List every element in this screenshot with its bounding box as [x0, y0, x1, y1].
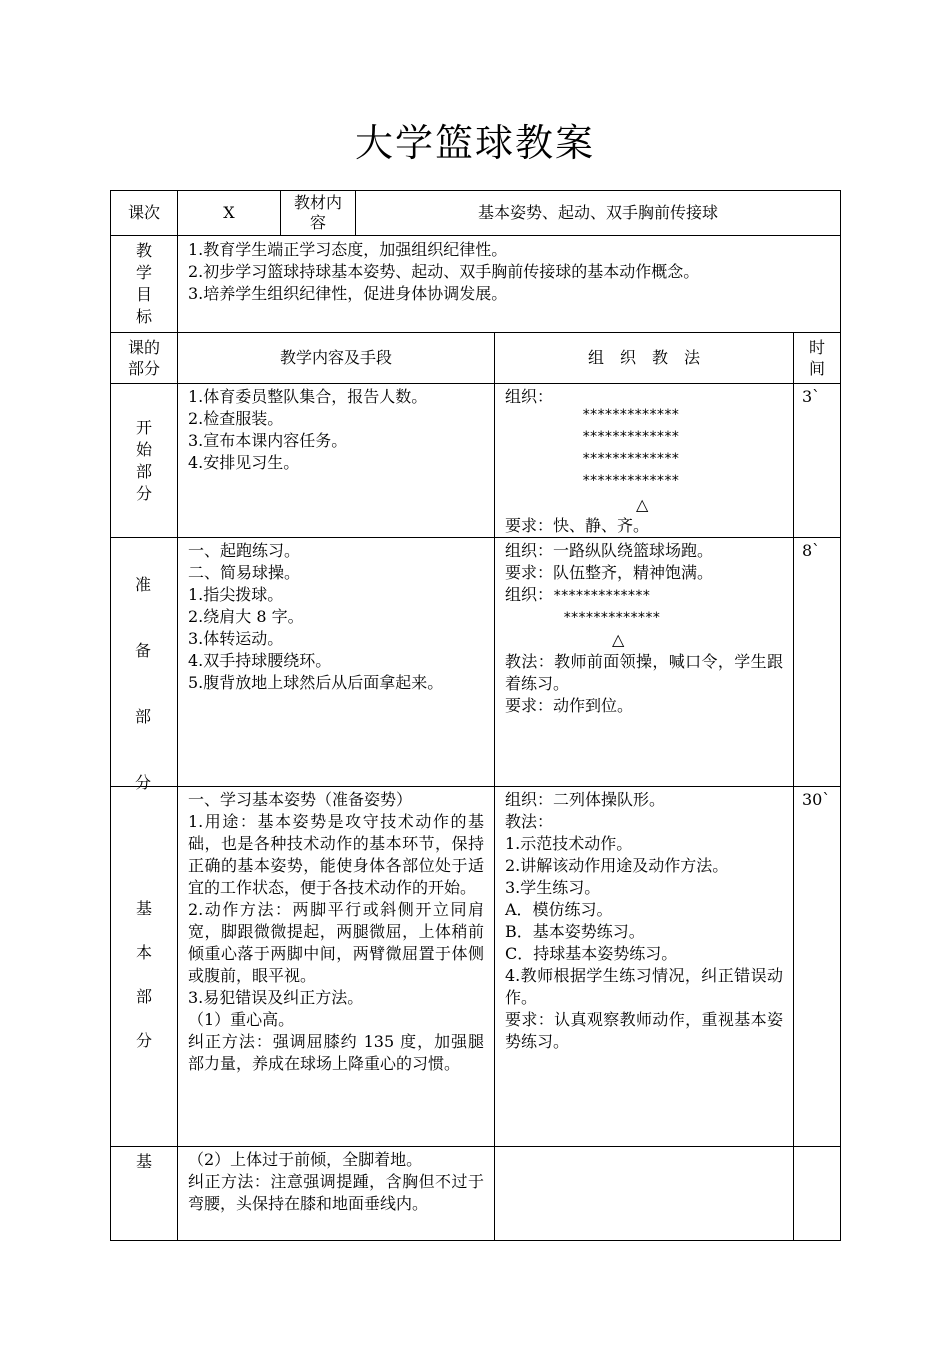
- col-part-header: 课的部分: [127, 338, 160, 378]
- col-content-cell: [177, 332, 495, 384]
- prep-time-cell: [793, 537, 841, 787]
- start-part-label: 开始部分: [135, 417, 152, 503]
- star-row: *************: [553, 588, 650, 604]
- goal-item: 1.教育学生端正学习态度，加强组织纪律性。: [188, 240, 508, 259]
- method-line: 组织：一路纵队绕篮球场跑。: [505, 541, 714, 560]
- content-label-cell: [280, 190, 356, 236]
- method-line: 4.教师根据学生练习情况，纠正错误动作。: [505, 966, 783, 1007]
- star-row: *************: [582, 473, 679, 489]
- content-line: 2.绕肩大 8 字。: [188, 607, 304, 626]
- content-line: 一、学习基本姿势（准备姿势）: [188, 790, 413, 809]
- goals-label: 教学目标: [135, 241, 152, 326]
- content-line: 1.指尖拨球。: [188, 585, 284, 604]
- org-label: 组织：: [505, 585, 554, 604]
- content-value: 基本姿势、起动、双手胸前传接球: [477, 203, 718, 222]
- page-title: 大学篮球教案: [354, 121, 595, 165]
- col-method-header: 组 织 教 法: [587, 348, 700, 367]
- content-line: （1）重心高。: [188, 1010, 295, 1029]
- content-line: 4.安排见习生。: [188, 453, 300, 472]
- start-content-cell: [177, 383, 495, 538]
- content-line: 1.用途：基本姿势是攻守技术动作的基础，也是各种技术动作的基本环节，保持正确的基本姿势，能使身体各部位处于适宜的工作状态，便于各技术动作的开始。: [188, 812, 484, 897]
- method-line: 3.学生练习。: [505, 878, 601, 897]
- lesson-label: 课次: [127, 203, 160, 222]
- prep-method-cell: [494, 537, 794, 787]
- content-value-cell: [355, 190, 841, 236]
- content-label: 教材内容: [293, 193, 342, 232]
- method-line: 组织：二列体操队形。: [505, 790, 666, 809]
- method-line: B．基本姿势练习。: [505, 922, 645, 941]
- col-part-cell: [110, 332, 178, 384]
- content-line: 3.体转运动。: [188, 629, 284, 648]
- start-time-cell: [793, 383, 841, 538]
- basic-part-text: 基本部分: [135, 899, 152, 1050]
- prep-part-text: 准备部分: [135, 575, 152, 792]
- lesson-label-cell: [110, 190, 178, 236]
- basic-part-cell: [110, 786, 178, 1147]
- start-method-cell: [494, 383, 794, 538]
- content-line: 4.双手持球腰绕环。: [188, 651, 332, 670]
- goal-item: 3.培养学生组织纪律性，促进身体协调发展。: [188, 284, 508, 303]
- col-method-cell: [494, 332, 794, 384]
- basic-method-cell: [494, 786, 794, 1147]
- teacher-triangle-icon: △: [612, 630, 625, 649]
- goals-label-cell: [110, 235, 178, 333]
- method-line: A．模仿练习。: [505, 900, 613, 919]
- goals-content-cell: [177, 235, 841, 333]
- content-line: 3.易犯错误及纠正方法。: [188, 988, 364, 1007]
- star-row: *************: [582, 407, 679, 423]
- cont-time-cell: [793, 1146, 841, 1241]
- cont-content-cell: [177, 1146, 495, 1241]
- method-line: 2.讲解该动作用途及动作方法。: [505, 856, 729, 875]
- content-line: 5.腹背放地上球然后从后面拿起来。: [188, 673, 444, 692]
- basic-time-cell: [793, 786, 841, 1147]
- basic-content-cell: [177, 786, 495, 1147]
- prep-content-cell: [177, 537, 495, 787]
- requirement-text: 要求：快、静、齐。: [505, 516, 650, 535]
- start-time: 3`: [802, 387, 821, 406]
- star-row: *************: [563, 610, 660, 626]
- method-line: 要求：认真观察教师动作，重视基本姿势练习。: [505, 1010, 783, 1051]
- method-line: 1.示范技术动作。: [505, 834, 633, 853]
- org-label: 组织：: [505, 387, 554, 406]
- method-line: 教法：教师前面领操，喊口令，学生跟着练习。: [505, 652, 783, 693]
- lesson-value: X: [223, 203, 235, 222]
- basic-time: 30`: [802, 790, 831, 809]
- col-time-header: 时间: [808, 338, 825, 378]
- content-line: 二、简易球操。: [188, 563, 301, 582]
- cont-part-label: 基: [135, 1152, 152, 1171]
- content-line: 一、起跑练习。: [188, 541, 301, 560]
- star-row: *************: [582, 429, 679, 445]
- formation-stars: [582, 404, 679, 492]
- method-line: 要求：动作到位。: [505, 696, 634, 715]
- method-line: 教法：: [505, 812, 554, 831]
- method-line: 要求：队伍整齐，精神饱满。: [505, 563, 714, 582]
- cont-part-cell: [110, 1146, 178, 1241]
- content-line: 1.体育委员整队集合，报告人数。: [188, 387, 428, 406]
- method-line: C．持球基本姿势练习。: [505, 944, 678, 963]
- basic-part-label: [111, 887, 177, 1063]
- col-content-header: 教学内容及手段: [279, 348, 392, 367]
- content-line: 纠正方法：强调屈膝约 135 度，加强腿部力量，养成在球场上降重心的习惯。: [188, 1032, 484, 1073]
- cont-method-cell: [494, 1146, 794, 1241]
- content-line: 3.宣布本课内容任务。: [188, 431, 348, 450]
- content-line: 纠正方法：注意强调提踵，含胸但不过于弯腰，头保持在膝和地面垂线内。: [188, 1172, 484, 1213]
- col-time-cell: [793, 332, 841, 384]
- lesson-value-cell: [177, 190, 281, 236]
- star-row: *************: [582, 451, 679, 467]
- content-line: 2.动作方法：两脚平行或斜侧开立同肩宽，脚跟微微提起，两腿微屈，上体稍前倾重心落于两脚中间，两臂微屈置于体侧或腹前，眼平视。: [188, 900, 484, 985]
- content-line: （2）上体过于前倾，全脚着地。: [188, 1150, 423, 1169]
- prep-time: 8`: [802, 541, 821, 560]
- method-line: [505, 584, 783, 607]
- teacher-triangle-icon: △: [636, 495, 649, 514]
- content-line: 2.检查服装。: [188, 409, 284, 428]
- goal-item: 2.初步学习篮球持球基本姿势、起动、双手胸前传接球的基本动作概念。: [188, 262, 700, 281]
- start-part-cell: [110, 383, 178, 538]
- prep-part-cell: [110, 537, 178, 792]
- prep-part-label: [111, 552, 177, 816]
